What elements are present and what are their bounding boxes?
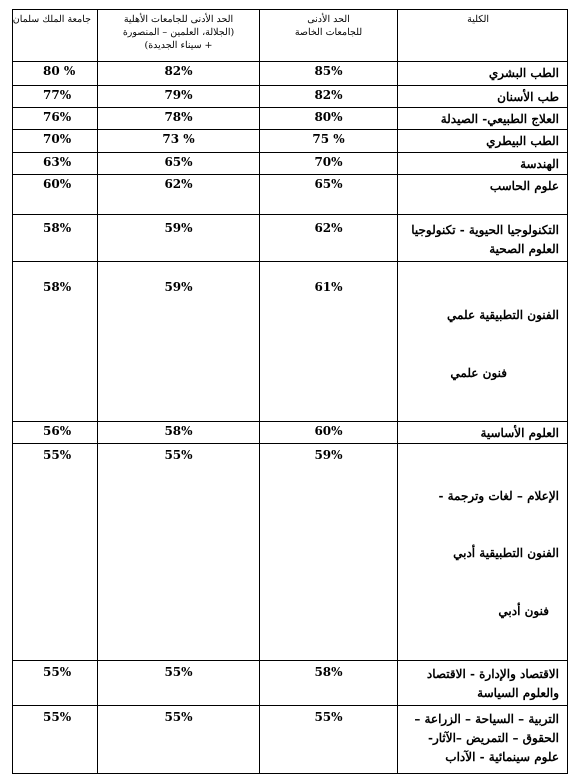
private-value: 70%	[260, 152, 398, 174]
national-value: 79%	[98, 86, 260, 108]
header-national: الحد الأدنى للجامعات الأهلية (الجلالة، العلمين – المنصورة + سيناء الجديدة)	[98, 10, 260, 62]
header-private: الحد الأدنى للجامعات الخاصة	[260, 10, 398, 62]
college-name: التربية – السياحة – الزراعة – الحقوق – التمريض –الآثار- علوم سينمائية - الآداب	[398, 705, 568, 773]
ksu-value: 60%	[13, 174, 98, 214]
national-value: 82%	[98, 62, 260, 86]
private-value: 62%	[260, 214, 398, 261]
private-value: 80%	[260, 108, 398, 130]
national-value: 78%	[98, 108, 260, 130]
table-row	[13, 62, 568, 86]
private-value: 75 %	[260, 130, 398, 152]
private-value: 55%	[260, 705, 398, 773]
header-college: الكلية	[398, 10, 568, 62]
national-value: 55%	[98, 705, 260, 773]
header-ksu: جامعة الملك سلمان	[13, 10, 98, 62]
table-row	[13, 130, 568, 152]
ksu-value: 55%	[13, 705, 98, 773]
ksu-value: 76%	[13, 108, 98, 130]
table-row	[13, 660, 568, 705]
table-row	[13, 108, 568, 130]
national-value: 55%	[98, 660, 260, 705]
college-name: الطب البشري	[398, 62, 568, 86]
private-value: 65%	[260, 174, 398, 214]
table-row	[13, 174, 568, 214]
table-row	[13, 86, 568, 108]
ksu-value: 58%	[13, 214, 98, 261]
table-row	[13, 422, 568, 444]
ksu-value: 58%	[13, 261, 98, 422]
admission-table	[12, 9, 568, 774]
table-row	[13, 705, 568, 773]
private-value: 85%	[260, 62, 398, 86]
national-value: 62%	[98, 174, 260, 214]
national-value: 59%	[98, 261, 260, 422]
college-name: طب الأسنان	[398, 86, 568, 108]
college-name: الإعلام – لغات وترجمة - الفنون التطبيقية أدبي فنون أدبي	[398, 444, 568, 660]
college-name: الاقتصاد والإدارة - الاقتصاد والعلوم السياسة	[398, 660, 568, 705]
header-row	[13, 10, 568, 62]
table-row	[13, 444, 568, 660]
national-value: 58%	[98, 422, 260, 444]
private-value: 59%	[260, 444, 398, 660]
ksu-value: 55%	[13, 444, 98, 660]
ksu-value: 77%	[13, 86, 98, 108]
ksu-value: 55%	[13, 660, 98, 705]
private-value: 82%	[260, 86, 398, 108]
national-value: 73 %	[98, 130, 260, 152]
private-value: 61%	[260, 261, 398, 422]
national-value: 55%	[98, 444, 260, 660]
ksu-value: 70%	[13, 130, 98, 152]
table-row	[13, 214, 568, 261]
table-row	[13, 261, 568, 422]
national-value: 59%	[98, 214, 260, 261]
table-row	[13, 152, 568, 174]
college-name: التكنولوجيا الحيوية - تكنولوجيا العلوم الصحية	[398, 214, 568, 261]
ksu-value: 56%	[13, 422, 98, 444]
private-value: 58%	[260, 660, 398, 705]
national-value: 65%	[98, 152, 260, 174]
ksu-value: 80 %	[13, 62, 98, 86]
college-name: الفنون التطبيقية علمي فنون علمي	[398, 261, 568, 422]
college-name: الطب البيطري	[398, 130, 568, 152]
college-name: العلاج الطبيعي- الصيدلة	[398, 108, 568, 130]
college-name: علوم الحاسب	[398, 174, 568, 214]
private-value: 60%	[260, 422, 398, 444]
ksu-value: 63%	[13, 152, 98, 174]
college-name: العلوم الأساسية	[398, 422, 568, 444]
college-name: الهندسة	[398, 152, 568, 174]
